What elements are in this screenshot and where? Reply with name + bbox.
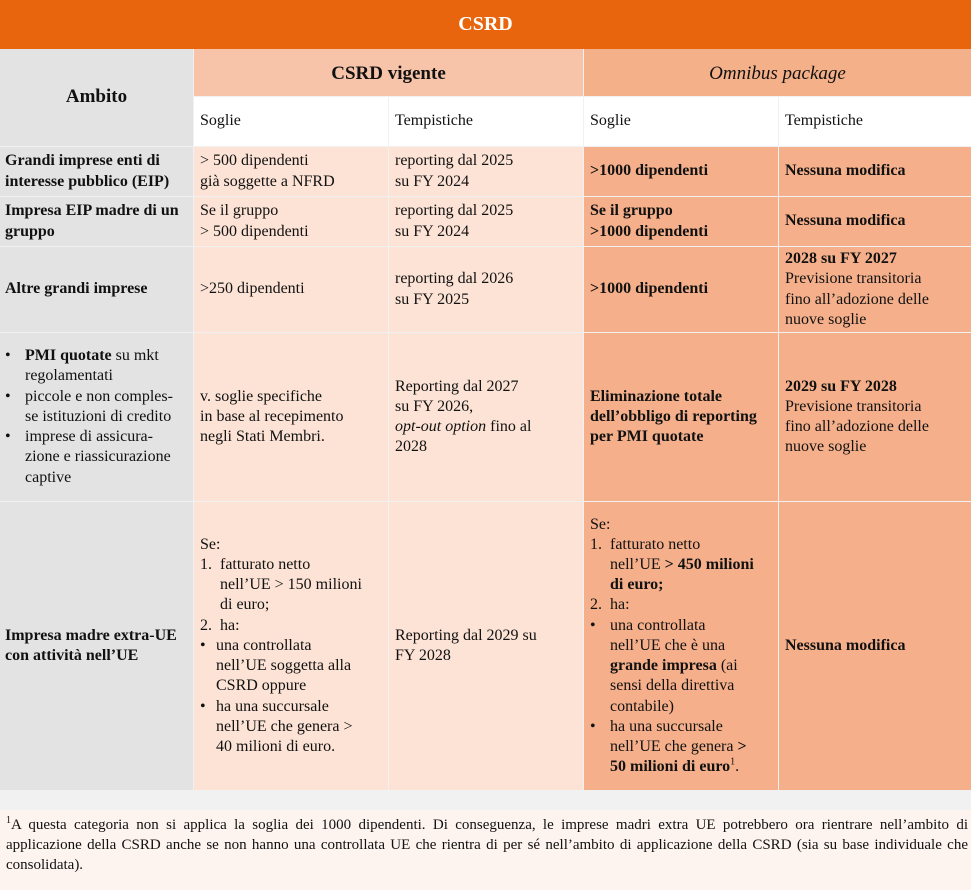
row5-omn-tempistiche: Nessuna modifica bbox=[779, 502, 971, 790]
row2-cur-tempistiche: reporting dal 2025 su FY 2024 bbox=[389, 197, 583, 246]
bullet-icon: • bbox=[5, 428, 11, 446]
row1-cur-soglie: > 500 dipendenti già soggette a NFRD bbox=[194, 147, 388, 196]
cur-condition-2: 2. ha: bbox=[200, 616, 240, 634]
row3-omn-soglie: >1000 dipendenti bbox=[584, 247, 778, 332]
row2-omn-soglie: Se il gruppo >1000 dipendenti bbox=[584, 197, 778, 246]
header-omnibus-package: Omnibus package bbox=[584, 49, 971, 96]
bullet-icon: • bbox=[200, 636, 206, 654]
footnote bbox=[0, 810, 971, 890]
ambito-bullet-credito: • piccole e non comples- se istituzioni di credito bbox=[5, 387, 173, 425]
row1-omn-soglie: >1000 dipendenti bbox=[584, 147, 778, 196]
row3-cur-tempistiche: reporting dal 2026 su FY 2025 bbox=[389, 247, 583, 332]
row3-ambito: Altre grandi imprese bbox=[0, 247, 193, 332]
row2-omn-tempistiche: Nessuna modifica bbox=[779, 197, 971, 246]
row5-omn-soglie: Se: 1. fatturato netto nell’UE > 450 milioni di euro; 2. ha: • una controllata nell’UE che è una grande impresa (ai sensi della direttiva contabile) • ha una succursale nell’UE che genera > 50 milioni di euro$^1$. bbox=[584, 502, 778, 790]
bullet-icon: • bbox=[590, 717, 596, 735]
omn-bullet-controllata: • una controllata nell’UE che è una grande impresa (ai sensi della direttiva contabile) bbox=[590, 616, 738, 715]
footnote-text: A questa categoria non si applica la soglia dei 1000 dipendenti. Di conseguenza, le imprese madri extra UE potrebbero ora rientrare nell’ambito di applicazione della CSRD anche se non hanno una controllata UE che rientra di per sé nell’ambito di applicazione della CSRD (sia su base individuale che consolidata). bbox=[6, 817, 968, 873]
bullet-icon: • bbox=[5, 387, 11, 405]
row3-omn-tempistiche: 2028 su FY 2027 Previsione transitoria fino all’adozione delle nuove soglie bbox=[779, 247, 971, 332]
subheader-cur-tempistiche: Tempistiche bbox=[389, 97, 583, 146]
row4-omn-tempistiche: 2029 su FY 2028 Previsione transitoria fino all’adozione delle nuove soglie bbox=[779, 333, 971, 501]
row5-cur-soglie: Se: 1. fatturato netto nell’UE > 150 milioni di euro; 2. ha: • una controllata nell’UE soggetta alla CSRD oppure • ha una succursale nell’UE che genera > 40 milioni di euro. bbox=[194, 502, 388, 790]
cur-bullet-succursale: • ha una succursale nell’UE che genera > 40 milioni di euro. bbox=[200, 697, 353, 755]
row4-omn-soglie: Eliminazione totale dell’obbligo di reporting per PMI quotate bbox=[584, 333, 778, 501]
row3-cur-soglie: >250 dipendenti bbox=[194, 247, 388, 332]
bullet-icon: • bbox=[200, 697, 206, 715]
ambito-bullet-pmi: • PMI quotate su mkt regolamentati bbox=[5, 347, 159, 385]
omn-condition-2: 2. ha: bbox=[590, 596, 630, 614]
row2-ambito: Impresa EIP madre di un gruppo bbox=[0, 197, 193, 246]
row5-cur-tempistiche: Reporting dal 2029 su FY 2028 bbox=[389, 502, 583, 790]
table-title: CSRD bbox=[0, 0, 971, 49]
omn-bullet-succursale: • ha una succursale nell’UE che genera > 50 milioni di euro$^1$. bbox=[590, 717, 747, 776]
row1-ambito: Grandi imprese enti di interesse pubblico (EIP) bbox=[0, 147, 193, 196]
row4-ambito bbox=[0, 333, 193, 501]
row5-ambito: Impresa madre extra-UE con attività nell’UE bbox=[0, 502, 193, 790]
row1-omn-tempistiche: Nessuna modifica bbox=[779, 147, 971, 196]
cur-condition-1: 1. fatturato netto nell’UE > 150 milioni di euro; bbox=[200, 556, 362, 614]
row2-cur-soglie: Se il gruppo > 500 dipendenti bbox=[194, 197, 388, 246]
subheader-cur-soglie: Soglie bbox=[194, 97, 388, 146]
footnote-ref: 1 bbox=[730, 756, 736, 768]
ambito-bullet-assicurazione: • imprese di assicura- zione e riassicurazione captive bbox=[5, 428, 171, 486]
subheader-omn-tempistiche: Tempistiche bbox=[779, 97, 971, 146]
row4-cur-soglie: v. soglie specifiche in base al recepimento negli Stati Membri. bbox=[194, 333, 388, 501]
row4-cur-tempistiche: Reporting dal 2027 su FY 2026, opt-out option fino al 2028 bbox=[389, 333, 583, 501]
bullet-icon: • bbox=[590, 616, 596, 634]
header-ambito: Ambito bbox=[0, 49, 193, 146]
row1-cur-tempistiche: reporting dal 2025 su FY 2024 bbox=[389, 147, 583, 196]
subheader-omn-soglie: Soglie bbox=[584, 97, 778, 146]
omn-condition-1: 1. fatturato netto nell’UE > 450 milioni di euro; bbox=[590, 535, 754, 594]
footnote-marker: 1 bbox=[6, 815, 11, 826]
bullet-icon: • bbox=[5, 347, 11, 365]
cur-bullet-controllata: • una controllata nell’UE soggetta alla CSRD oppure bbox=[200, 636, 352, 695]
header-csrd-vigente: CSRD vigente bbox=[194, 49, 583, 96]
